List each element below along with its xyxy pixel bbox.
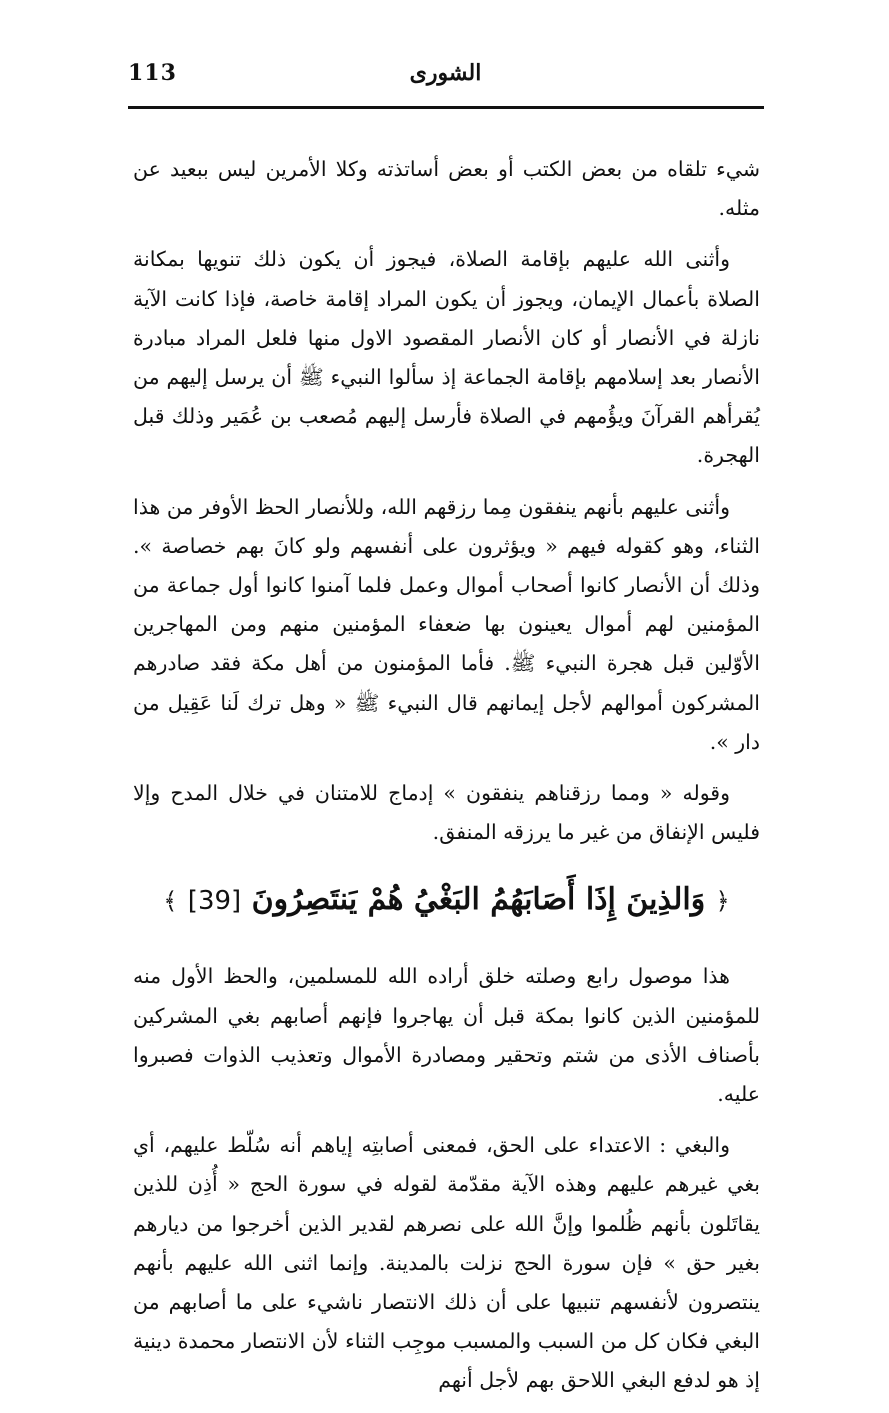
verse-text: وَالذِينَ إِذَا أَصَابَهُمُ البَغْيُ هُمْ يَنتَصِرُونَ (251, 882, 706, 918)
paragraph-2: وأثنى الله عليهم بإقامة الصلاة، فيجوز أن يكون ذلك تنويها بمكانة الصلاة بأعمال الإيمان، ويجوز أن يكون المراد إقامة خاصة، فإذا كانت الآية نازلة في الأنصار أو كان الأنصار المقصود الاول منها فلعل المراد مبادرة الأنصار بعد إسلامهم بإقامة الجماعة إذ سألوا النبيء ﷺ أن يرسل إليهم من يُقرأهم القرآنَ ويؤُمهم في الصلاة فأرسل إليهم مُصعب بن عُمَير وذلك قبل الهجرة. (133, 247, 760, 468)
quran-verse (133, 870, 760, 931)
paragraph-5: هذا موصول رابع وصلته خلق أراده الله للمسلمين، والحظ الأول منه للمؤمنين الذين كانوا بمكة قبل أن يهاجروا فإنهم أصابهم بغي المشركين بأصناف الأذى من شتم وتحقير ومصادرة الأموال وتعذيب الذوات فصبروا عليه. (133, 964, 760, 1107)
paragraph-6: والبغي : الاعتداء على الحق، فمعنى أصابتِه إياهم أنه سُلّط عليهم، أي بغي غيرهم عليهم وهذه الآية مقدّمة لقوله في سورة الحج « أُذِن للذين يقاتَلون بأنهم ظُلموا وإنَّ الله على نصرهم لقدير الذين أخرجوا من ديارهم بغير حق » فإن سورة الحج نزلت بالمدينة. وإنما اثنى الله عليهم بأنهم ينتصرون لأنفسهم تنبيها على أن ذلك الانتصار ناشيء على ما أصابهم من البغي فكان كل من السبب والمسبب موجِب الثناء لأن الانتصار محمدة دينية إذ هو لدفع البغي اللاحق بهم لأجل أنهم (133, 1133, 760, 1393)
page-number: 113 (128, 60, 177, 86)
paragraph-4: وقوله « ومما رزقناهم ينفقون » إدماج للامتنان في خلال المدح وإلا فليس الإنفاق من غير ما يرزقه المنفق. (133, 781, 760, 845)
page-body (133, 150, 760, 1413)
paragraph-1: شيء تلقاه من بعض الكتب أو بعض أساتذته وكلا الأمرين ليس ببعيد عن مثله. (133, 157, 760, 221)
paragraph-3: وأثنى عليهم بأنهم ينفقون مِما رزقهم الله، وللأنصار الحظ الأوفر من هذا الثناء، وهو كقوله فيهم « ويؤثرون على أنفسهم ولو كانَ بهم خصاصة ». وذلك أن الأنصار كانوا أصحاب أموال وعمل فلما آمنوا كانوا أول جماعة من المؤمنين لهم أموال يعينون بها ضعفاء المؤمنين منهم ومن المهاجرين الأوّلين قبل هجرة النبيء ﷺ. فأما المؤمنون من أهل مكة فقد صادرهم المشركون أموالهم لأجل إيمانهم قال النبيء ﷺ « وهل ترك لَنا عَقِيل من دار ». (133, 494, 760, 754)
header-rule (128, 106, 764, 109)
verse-number: [39] (187, 886, 242, 917)
running-title: الشورى (409, 60, 482, 86)
page-header (128, 58, 763, 106)
verse-close-bracket: ﴾ (163, 887, 178, 916)
verse-open-bracket: ﴿ (715, 887, 730, 916)
